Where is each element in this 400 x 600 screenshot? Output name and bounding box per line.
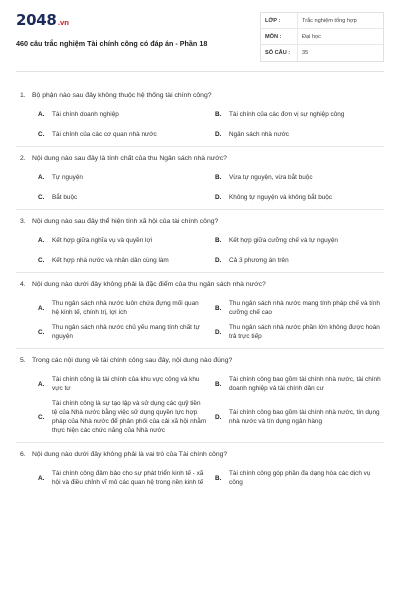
option-text: Tài chính của các đơn vị sự nghiệp công (229, 111, 345, 118)
option-text: Bắt buộc (52, 194, 78, 201)
question-text: Nội dung nào dưới đây không phải là đặc điểm của thu ngân sách nhà nước? (32, 281, 266, 288)
option-text: Kết hợp nhà nước và nhân dân cùng làm (52, 257, 169, 264)
option-letter: B. (215, 304, 222, 312)
question-text: Nội dung nào dưới đây không phải là vai trò của Tài chính công? (32, 451, 228, 458)
answer-option-b[interactable] (215, 236, 384, 245)
answer-option-d[interactable] (215, 399, 384, 435)
document-header (16, 8, 384, 72)
answer-option-b[interactable] (215, 469, 384, 487)
site-logo[interactable] (16, 12, 207, 31)
option-text: Kết hợp giữa cưỡng chế và tự nguyện (229, 237, 338, 244)
meta-table (260, 12, 384, 62)
option-text: Thu ngân sách nhà nước mang tính pháp chế và tính cưỡng chế cao (229, 300, 380, 316)
answer-option-c[interactable] (38, 323, 207, 341)
question-list (16, 84, 384, 494)
option-text: Thu ngân sách nhà nước luôn chứa đựng mối quan hệ kinh tế, chính trị, lợi ích (52, 300, 199, 316)
option-letter: B. (215, 111, 222, 118)
option-text: Tài chính của các cơ quan nhà nước (52, 131, 157, 138)
answer-option-a[interactable] (38, 299, 207, 317)
question-stem (16, 154, 384, 163)
option-text: Cả 3 phương án trên (229, 257, 289, 264)
question-text: Nội dung nào sau đây là tính chất của thu Ngân sách nhà nước? (32, 155, 227, 162)
question-stem (16, 217, 384, 226)
answer-option-c[interactable] (38, 256, 207, 265)
option-letter: C. (38, 328, 45, 336)
question-1 (16, 84, 384, 147)
option-letter: B. (215, 380, 222, 388)
logo-main: 2048 (16, 11, 57, 29)
question-6 (16, 443, 384, 494)
answer-options (16, 299, 384, 341)
answer-option-b[interactable] (215, 375, 384, 393)
option-letter: C. (38, 413, 45, 421)
option-letter: A. (38, 304, 45, 312)
option-letter: B. (215, 174, 222, 181)
option-letter: A. (38, 174, 45, 181)
option-letter: A. (38, 111, 45, 118)
option-letter: D. (215, 131, 222, 138)
question-stem (16, 91, 384, 100)
answer-option-d[interactable] (215, 323, 384, 341)
question-number: 1. (20, 92, 26, 99)
option-text: Tài chính công là sự tạo lập và sử dụng các quỹ tiền tệ của Nhà nước bằng việc sử dụng quyền lực hợp pháp của Nhà nước để phân phối của cải xã hội nhằm thực hiện các chức năng của Nhà nước (52, 400, 207, 434)
meta-value: Trắc nghiệm tổng hợp (297, 13, 383, 28)
meta-key: MÔN : (265, 33, 282, 40)
meta-row-class (261, 13, 383, 29)
option-letter: C. (38, 131, 45, 138)
brand-block (16, 8, 207, 49)
option-text: Ngân sách nhà nước (229, 131, 289, 138)
question-number: 5. (20, 357, 26, 364)
answer-option-c[interactable] (38, 130, 207, 139)
answer-option-c[interactable] (38, 399, 207, 435)
meta-key: LỚP : (265, 17, 281, 24)
option-letter: D. (215, 257, 222, 264)
option-letter: B. (215, 237, 222, 244)
answer-options (16, 110, 384, 139)
question-3 (16, 210, 384, 273)
meta-row-subject (261, 29, 383, 45)
option-text: Kết hợp giữa nghĩa vụ và quyền lợi (52, 237, 153, 244)
question-text: Trong các nội dung về tài chính công sau đây, nội dung nào đúng? (32, 357, 233, 364)
answer-options (16, 469, 384, 487)
question-number: 6. (20, 451, 26, 458)
answer-option-a[interactable] (38, 236, 207, 245)
option-text: Vừa tự nguyện, vừa bắt buộc (229, 174, 313, 181)
question-text: Bộ phận nào sau đây không thuộc hệ thống tài chính công? (32, 92, 212, 99)
answer-option-d[interactable] (215, 130, 384, 139)
answer-option-a[interactable] (38, 469, 207, 487)
option-letter: B. (215, 474, 222, 482)
option-text: Tài chính công đảm bảo cho sự phát triển kinh tế - xã hội và điều chỉnh vĩ mô các quan hệ trong nền kinh tế (52, 470, 204, 486)
question-stem (16, 450, 384, 459)
answer-option-b[interactable] (215, 173, 384, 182)
answer-option-a[interactable] (38, 173, 207, 182)
option-text: Tài chính công bao gồm tài chính nhà nước, tài chính doanh nghiệp và tài chính dân cư (229, 376, 381, 392)
answer-options (16, 236, 384, 265)
meta-key: SỐ CÂU : (265, 50, 291, 56)
option-letter: A. (38, 474, 45, 482)
option-text: Tài chính doanh nghiệp (52, 111, 119, 118)
question-stem (16, 280, 384, 289)
option-text: Tài chính công là tài chính của khu vực công và khu vực tư (52, 376, 200, 392)
question-4 (16, 273, 384, 349)
question-5 (16, 349, 384, 443)
option-text: Tự nguyện (52, 174, 83, 181)
question-number: 3. (20, 218, 26, 225)
meta-row-count (261, 45, 383, 61)
question-stem (16, 356, 384, 365)
option-letter: C. (38, 257, 45, 264)
answer-option-c[interactable] (38, 193, 207, 202)
option-text: Thu ngân sách nhà nước chủ yếu mang tính chất tự nguyện (52, 324, 200, 340)
answer-option-d[interactable] (215, 256, 384, 265)
question-number: 2. (20, 155, 26, 162)
document-title: 460 câu trắc nghiệm Tài chính công có đáp án - Phần 18 (16, 39, 208, 48)
logo-sub: .vn (57, 19, 69, 27)
answer-option-a[interactable] (38, 375, 207, 393)
answer-options (16, 173, 384, 202)
option-letter: D. (215, 194, 222, 201)
option-letter: C. (38, 194, 45, 201)
option-letter: D. (215, 413, 222, 421)
answer-option-d[interactable] (215, 193, 384, 202)
meta-value: Đại học (297, 29, 383, 44)
option-letter: A. (38, 237, 45, 244)
question-number: 4. (20, 281, 26, 288)
answer-option-b[interactable] (215, 299, 384, 317)
question-text: Nội dung nào sau đây thể hiện tính xã hội của tài chính công? (32, 218, 219, 225)
option-text: Tài chính công góp phần đa dạng hóa các dịch vụ công (229, 470, 371, 486)
option-text: Thu ngân sách nhà nước phần lớn không được hoàn trả trực tiếp (229, 324, 380, 340)
option-letter: A. (38, 380, 45, 388)
option-text: Không tự nguyện và không bắt buộc (229, 194, 333, 201)
meta-value: 35 (297, 45, 383, 61)
answer-options (16, 375, 384, 435)
option-letter: D. (215, 328, 222, 336)
question-2 (16, 147, 384, 210)
option-text: Tài chính công bao gồm tài chính nhà nước, tín dụng nhà nước và tín dụng ngân hàng (229, 409, 380, 425)
answer-option-b[interactable] (215, 110, 384, 119)
answer-option-a[interactable] (38, 110, 207, 119)
